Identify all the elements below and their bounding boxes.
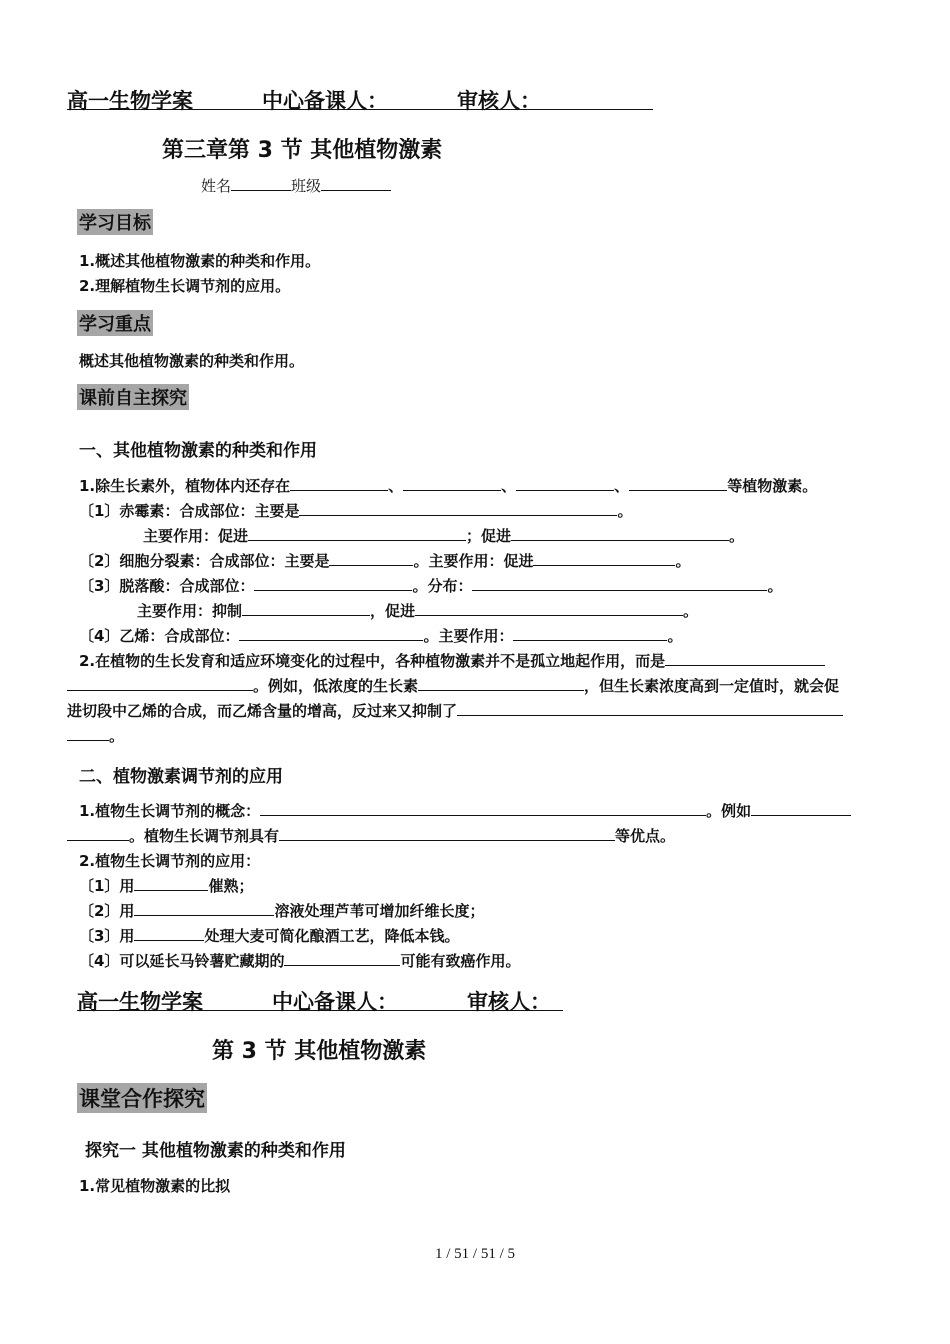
header-preparer: 中心备课人： — [262, 89, 388, 113]
blank[interactable] — [67, 727, 109, 741]
blank[interactable] — [284, 952, 400, 966]
application-1: 〔1〕用 催熟； — [79, 877, 254, 895]
class-blank[interactable] — [321, 177, 391, 191]
pre-class-heading: 课前自主探究 — [77, 384, 189, 410]
header-subject: 高一生物学案 — [67, 89, 193, 113]
key-points-text: 概述其他植物激素的种类和作用。 — [79, 352, 305, 370]
blank[interactable] — [533, 552, 675, 566]
header2-reviewer: 审核人： — [467, 990, 551, 1014]
blank[interactable] — [254, 577, 412, 591]
part2-heading: 二、植物激素调节剂的应用 — [79, 767, 283, 787]
name-blank[interactable] — [231, 177, 291, 191]
ethylene-line: 〔4〕乙烯：合成部位： 。主要作用： 。 — [79, 627, 683, 645]
name-class-line — [201, 175, 391, 196]
blank[interactable] — [67, 827, 129, 841]
section-title: 第 3 节 其他植物激素 — [212, 1039, 427, 1064]
blank[interactable] — [516, 477, 614, 491]
blank[interactable] — [290, 477, 388, 491]
application-2: 〔2〕用 溶液处理芦苇可增加纤维长度； — [79, 902, 485, 920]
part1-q1: 1.除生长素外，植物体内还存在 、 、 、 等植物激素。 — [79, 477, 818, 495]
blank[interactable] — [67, 677, 253, 691]
part2-q1-line2: 。植物生长调节剂具有 等优点。 — [67, 825, 675, 846]
application-3: 〔3〕用 处理大麦可简化酿酒工艺，降低本钱。 — [79, 927, 460, 945]
name-label: 姓名 — [201, 177, 232, 195]
blank[interactable] — [134, 877, 208, 891]
blank[interactable] — [299, 502, 617, 516]
class-label: 班级 — [291, 177, 322, 195]
in-class-heading: 课堂合作探究 — [77, 1083, 207, 1113]
blank[interactable] — [403, 477, 501, 491]
part1-q2-line3: 进切段中乙烯的合成，而乙烯含量的增高，反过来又抑制了 — [67, 700, 843, 721]
blank[interactable] — [629, 477, 727, 491]
blank[interactable] — [134, 927, 204, 941]
part1-q2-line1: 2.在植物的生长发育和适应环境变化的过程中，各种植物激素并不是孤立地起作用，而是 — [79, 650, 825, 671]
blank[interactable] — [751, 802, 851, 816]
part1-q2-line2: 。例如，低浓度的生长素 ，但生长素浓度高到一定值时，就会促 — [67, 675, 839, 696]
blank[interactable] — [513, 627, 667, 641]
blank[interactable] — [418, 677, 584, 691]
blank[interactable] — [457, 702, 843, 716]
objective-item: 1.概述其他植物激素的种类和作用。 — [79, 252, 321, 270]
abscisic-acid-role: 主要作用：抑制 ，促进 。 — [137, 602, 699, 620]
explore1-item: 1.常见植物激素的比拟 — [79, 1177, 231, 1195]
part2-q2: 2.植物生长调节剂的应用： — [79, 852, 261, 870]
header-underline — [67, 109, 653, 110]
abscisic-acid-line: 〔3〕脱落酸：合成部位： 。分布： 。 — [79, 577, 783, 595]
application-4: 〔4〕可以延长马铃薯贮藏期的 可能有致癌作用。 — [79, 952, 521, 970]
blank[interactable] — [260, 802, 706, 816]
header2-preparer: 中心备课人： — [272, 990, 398, 1014]
key-points-heading: 学习重点 — [77, 310, 153, 336]
explore1-heading: 探究一 其他植物激素的种类和作用 — [85, 1141, 346, 1161]
part1-q2-line4: 。 — [67, 725, 124, 746]
part2-q1-line1: 1.植物生长调节剂的概念： 。例如 — [79, 800, 851, 821]
part1-heading: 一、其他植物激素的种类和作用 — [79, 441, 317, 461]
blank[interactable] — [239, 627, 423, 641]
header-reviewer: 审核人： — [457, 89, 541, 113]
blank[interactable] — [511, 527, 729, 541]
header2-subject: 高一生物学案 — [77, 990, 203, 1014]
blank[interactable] — [242, 602, 370, 616]
blank[interactable] — [329, 552, 413, 566]
gibberellin-role: 主要作用：促进 ；促进 。 — [143, 527, 745, 545]
cytokinin-line: 〔2〕细胞分裂素：合成部位：主要是 。主要作用：促进 。 — [79, 552, 691, 570]
blank[interactable] — [415, 602, 683, 616]
objectives-heading: 学习目标 — [77, 209, 153, 235]
blank[interactable] — [248, 527, 466, 541]
header2-underline — [77, 1010, 563, 1011]
blank[interactable] — [134, 902, 274, 916]
blank[interactable] — [472, 577, 767, 591]
objective-item: 2.理解植物生长调节剂的应用。 — [79, 277, 291, 295]
page-number: 1 / 51 / 51 / 5 — [434, 1246, 515, 1262]
blank[interactable] — [665, 652, 825, 666]
gibberellin-line: 〔1〕赤霉素：合成部位：主要是 。 — [79, 502, 633, 520]
page-title: 第三章第 3 节 其他植物激素 — [162, 138, 443, 163]
blank[interactable] — [279, 827, 615, 841]
